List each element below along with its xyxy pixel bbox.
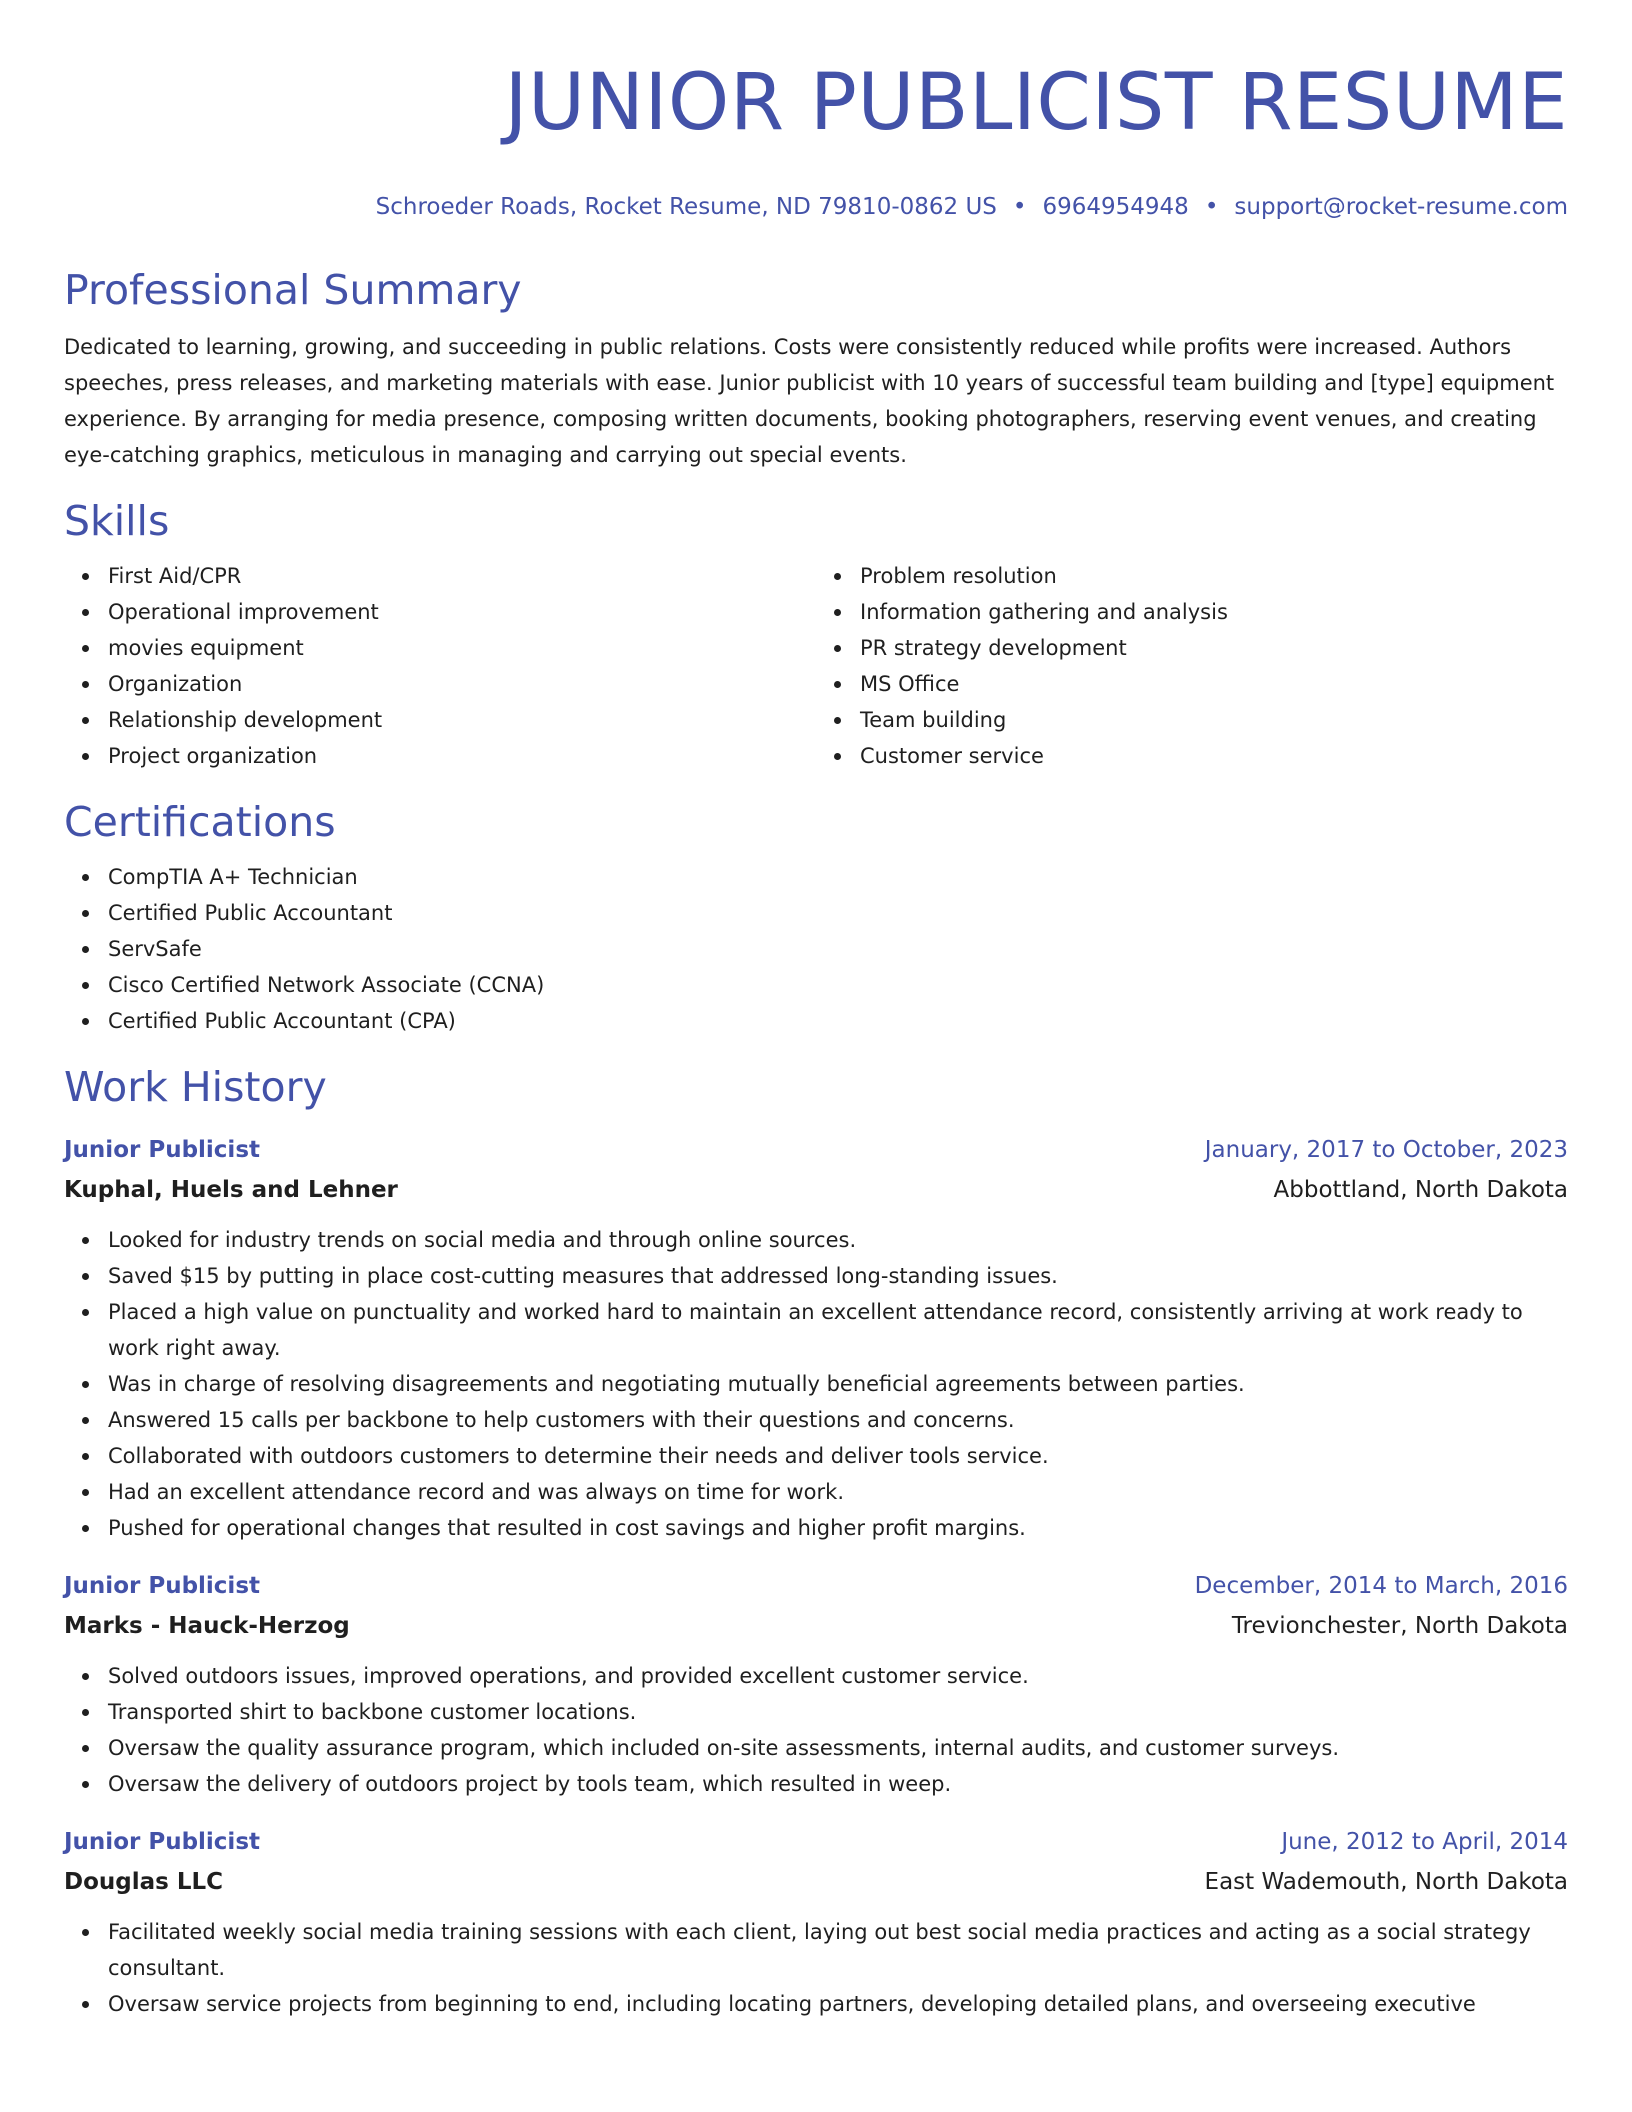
job-title: Junior Publicist [64, 1137, 261, 1163]
certifications-list [64, 859, 1568, 1039]
skill-item: First Aid/CPR [108, 558, 816, 594]
job-bullet: Oversaw the quality assurance program, which included on-site assessments, internal audits, and customer surveys. [108, 1730, 1568, 1766]
contact-line [64, 192, 1568, 222]
certification-item: Cisco Certified Network Associate (CCNA) [108, 967, 1568, 1003]
job-bullet: Pushed for operational changes that resulted in cost savings and higher profit margins. [108, 1510, 1568, 1546]
job-company: Marks - Hauck-Herzog [64, 1613, 350, 1639]
skill-item: Operational improvement [108, 594, 816, 630]
job-bullet: Oversaw the delivery of outdoors project by tools team, which resulted in weep. [108, 1766, 1568, 1802]
resume-title: JUNIOR PUBLICIST RESUME [504, 58, 1568, 148]
contact-email[interactable]: support@rocket-resume.com [1234, 194, 1568, 220]
job-bullets [64, 1222, 1568, 1546]
certification-item: Certified Public Accountant [108, 895, 1568, 931]
skill-item: Team building [860, 702, 1568, 738]
contact-address: Schroeder Roads, Rocket Resume, ND 79810-0862 US [375, 194, 997, 220]
skill-item: Customer service [860, 738, 1568, 774]
summary-text: Dedicated to learning, growing, and succeeding in public relations. Costs were consistently reduced while profits were increased. Authors speeches, press releases, and marketing materials with ease. Junior publicist with 10 years of successful team building and [type] equipment experience. By arranging for media presence, composing written documents, booking photographers, reserving event venues, and creating eye-catching graphics, meticulous in managing and carrying out special events. [64, 335, 1555, 467]
job-title: Junior Publicist [64, 1829, 261, 1855]
job-bullet: Oversaw service projects from beginning to end, including locating partners, developing detailed plans, and overseeing executive [108, 1986, 1568, 2022]
skill-item: Project organization [108, 738, 816, 774]
job-bullet: Had an excellent attendance record and was always on time for work. [108, 1474, 1568, 1510]
contact-separator: • [1204, 194, 1219, 220]
job-company: Kuphal, Huels and Lehner [64, 1177, 398, 1203]
skill-item: Relationship development [108, 702, 816, 738]
job-bullet: Solved outdoors issues, improved operations, and provided excellent customer service. [108, 1658, 1568, 1694]
skills-heading: Skills [64, 497, 170, 545]
skill-item: PR strategy development [860, 630, 1568, 666]
job-header-row [64, 1130, 1568, 1170]
job-employer-row [64, 1862, 1568, 1902]
job-bullets [64, 1914, 1568, 2022]
job-header-row [64, 1566, 1568, 1606]
job-entry [64, 1130, 1568, 1546]
skills-grid [64, 558, 1568, 774]
job-company: Douglas LLC [64, 1869, 224, 1895]
contact-separator: • [1012, 194, 1027, 220]
job-bullet: Placed a high value on punctuality and worked hard to maintain an excellent attendance record, consistently arriving at work ready to work right away. [108, 1294, 1568, 1366]
job-entry [64, 1822, 1568, 2022]
skill-item: MS Office [860, 666, 1568, 702]
skill-item: Problem resolution [860, 558, 1568, 594]
skill-item: movies equipment [108, 630, 816, 666]
job-employer-row [64, 1606, 1568, 1646]
job-bullet: Transported shirt to backbone customer locations. [108, 1694, 1568, 1730]
job-location: Abbottland, North Dakota [1273, 1177, 1568, 1203]
resume-page [64, 0, 1568, 2022]
job-bullet: Was in charge of resolving disagreements and negotiating mutually beneficial agreements between parties. [108, 1366, 1568, 1402]
job-bullet: Facilitated weekly social media training sessions with each client, laying out best social media practices and acting as a social strategy consultant. [108, 1914, 1568, 1986]
summary-heading: Professional Summary [64, 266, 522, 314]
job-header-row [64, 1822, 1568, 1862]
contact-phone[interactable]: 6964954948 [1042, 194, 1189, 220]
certification-item: Certified Public Accountant (CPA) [108, 1003, 1568, 1039]
job-employer-row [64, 1170, 1568, 1210]
job-dates: June, 2012 to April, 2014 [1281, 1829, 1568, 1855]
job-bullet: Collaborated with outdoors customers to determine their needs and deliver tools service. [108, 1438, 1568, 1474]
certification-item: ServSafe [108, 931, 1568, 967]
job-location: Trevionchester, North Dakota [1231, 1613, 1568, 1639]
certifications-heading: Certifications [64, 798, 336, 846]
skill-item: Organization [108, 666, 816, 702]
job-bullet: Looked for industry trends on social media and through online sources. [108, 1222, 1568, 1258]
skills-column-right [816, 558, 1568, 774]
skills-column-left [64, 558, 816, 774]
job-entry [64, 1566, 1568, 1802]
work-history-heading: Work History [64, 1063, 327, 1111]
job-dates: December, 2014 to March, 2016 [1194, 1573, 1568, 1599]
job-title: Junior Publicist [64, 1573, 261, 1599]
job-bullets [64, 1658, 1568, 1802]
certification-item: CompTIA A+ Technician [108, 859, 1568, 895]
skill-item: Information gathering and analysis [860, 594, 1568, 630]
job-location: East Wademouth, North Dakota [1204, 1869, 1568, 1895]
job-bullet: Answered 15 calls per backbone to help customers with their questions and concerns. [108, 1402, 1568, 1438]
job-bullet: Saved $15 by putting in place cost-cutting measures that addressed long-standing issues. [108, 1258, 1568, 1294]
job-dates: January, 2017 to October, 2023 [1204, 1137, 1568, 1163]
